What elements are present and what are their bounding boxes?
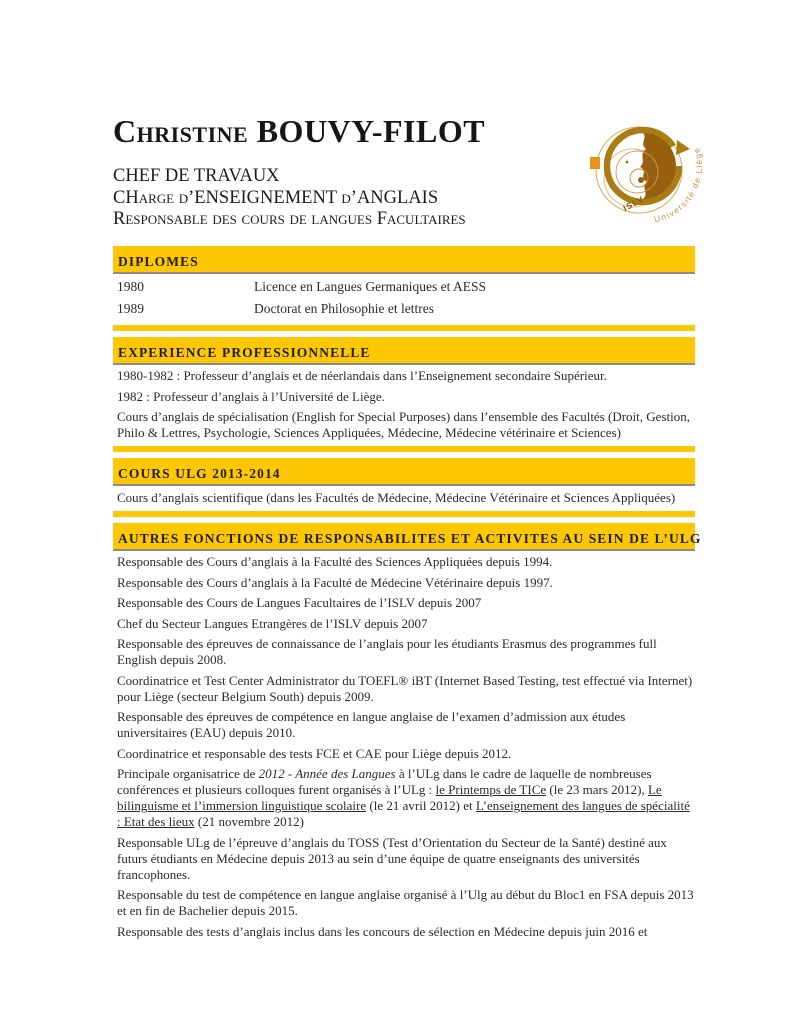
paragraph	[113, 835, 695, 883]
logo-arrow-icon	[676, 140, 690, 155]
paragraph	[113, 636, 695, 668]
text-run: Responsable des épreuves de compétence en langue anglaise de l’examen d’admission aux études universitaires (EAU) depuis 2010.	[117, 709, 626, 741]
section-cours-ulg-2013-2014	[113, 458, 695, 517]
text-run: Cours d’anglais scientifique (dans les Facultés de Médecine, Médecine Vétérinaire et Sciences Appliquées)	[117, 489, 676, 505]
diploma-text: Licence en Langues Germaniques et AESS	[254, 278, 487, 294]
person-title-line-3: Responsable des cours de langues Facultaires	[113, 209, 466, 230]
section-experience-professionnelle	[113, 337, 695, 453]
logo-square	[590, 157, 600, 169]
text-run: Responsable des Cours d’anglais à la Faculté des Sciences Appliquées depuis 1994.	[117, 554, 553, 570]
person-first-name: Christine	[113, 113, 257, 149]
text-run: Principale organisatrice de	[117, 766, 259, 782]
logo-acronym: ISLV	[621, 193, 646, 213]
section-title-autres-fonctions: AUTRES FONCTIONS DE RESPONSABILITES ET ACTIVITES AU SEIN DE L’ULG	[118, 530, 702, 546]
underlined-text: L’enseignement des langues de spécialité : Etat des lieux	[117, 798, 690, 830]
logo-dot-top	[652, 147, 655, 150]
diploma-year: 1980	[117, 278, 144, 294]
diploma-text: Doctorat en Philosophie et lettres	[254, 300, 434, 316]
diploma-year: 1989	[117, 300, 144, 316]
section-bottom-rule	[113, 511, 695, 517]
underlined-text: le Printemps de TICe	[435, 782, 547, 798]
text-run: Cours d’anglais de spécialisation (English for Special Purposes) dans l’ensemble des Facultés (Droit, Gestion, Philo & Lettres, Psychologie, Sciences Appliquées, Médecine, Médecine vétérinaire et Sciences)	[117, 409, 690, 441]
ulg-islv-logo-svg	[589, 104, 707, 232]
logo-eye-dot	[638, 177, 644, 183]
section-header-autres-fonctions	[113, 523, 702, 551]
person-last-name: BOUVY-FILOT	[256, 113, 486, 149]
paragraph	[113, 887, 695, 919]
underlined-text: Le bilinguisme et l’immersion linguistique scolaire	[117, 782, 662, 814]
text-run: (21 novembre 2012)	[194, 814, 305, 830]
text-run: Responsable des épreuves de connaissance de l’anglais pour les étudiants Erasmus des programmes full English depuis 2008.	[117, 636, 657, 668]
paragraph	[113, 389, 695, 405]
person-title-line-2: CHarge d’ENSEIGNEMENT d’ANGLAIS	[113, 187, 439, 208]
ulg-islv-logo	[589, 104, 707, 232]
italic-text: 2012 - Année des Langues	[258, 766, 396, 782]
paragraph	[113, 709, 695, 741]
section-diplomes	[113, 246, 695, 331]
paragraph	[113, 924, 695, 940]
diploma-row	[113, 298, 695, 320]
text-run: Coordinatrice et Test Center Administrator du TOEFL® iBT (Internet Based Testing, test effectué via Internet) pour Liège (secteur Belgium South) depuis 2009.	[117, 672, 693, 704]
text-run: Responsable du test de compétence en langue anglaise organisé à l’Ulg au début du Bloc1 en FSA depuis 2013 et en fin de Bachelier depuis 2015.	[117, 887, 694, 919]
section-bottom-rule	[113, 446, 695, 452]
text-run: Responsable des Cours d’anglais à la Faculté de Médecine Vétérinaire depuis 1997.	[117, 574, 553, 590]
paragraph	[113, 409, 695, 441]
text-run: à l’ULg dans le cadre de laquelle de nombreuses conférences et plusieurs colloques furent organisés à l’ULg :	[117, 766, 652, 798]
section-autres-fonctions	[113, 523, 702, 940]
text-run: (le 21 avril 2012) et	[366, 798, 476, 814]
text-run: Responsable des tests d’anglais inclus dans les concours de sélection en Médecine depuis juin 2016 et	[117, 923, 648, 939]
section-title-diplomes: DIPLOMES	[118, 253, 199, 269]
section-header-diplomes	[113, 246, 695, 274]
diploma-row	[113, 276, 695, 298]
text-run: Chef du Secteur Langues Etrangères de l’ISLV depuis 2007	[117, 615, 428, 631]
paragraph	[113, 673, 695, 705]
logo-ring-text: Université de Liège	[653, 145, 705, 225]
paragraph	[113, 554, 695, 570]
text-run: 1980-1982 : Professeur d’anglais et de néerlandais dans l’Enseignement secondaire Supérieur.	[117, 368, 607, 384]
text-run: Responsable des Cours de Langues Facultaires de l’ISLV depuis 2007	[117, 595, 482, 611]
paragraph	[113, 575, 695, 591]
text-run: Coordinatrice et responsable des tests FCE et CAE pour Liège depuis 2012.	[117, 745, 512, 761]
logo-dot-left	[626, 161, 629, 164]
paragraph	[113, 766, 695, 830]
section-header-experience-professionnelle	[113, 337, 695, 365]
text-run: (le 23 mars 2012),	[546, 782, 648, 798]
section-header-cours-ulg-2013-2014	[113, 458, 695, 486]
person-title-line-1: CHEF DE TRAVAUX	[113, 166, 280, 187]
paragraph	[113, 490, 695, 506]
section-bottom-rule	[113, 325, 695, 331]
paragraph	[113, 616, 695, 632]
paragraph	[113, 368, 695, 384]
section-title-experience-professionnelle: EXPERIENCE PROFESSIONNELLE	[118, 344, 371, 360]
section-title-cours-ulg-2013-2014: COURS ULG 2013-2014	[118, 466, 281, 482]
document-body	[113, 246, 702, 940]
text-run: 1982 : Professeur d’anglais à l’Université de Liège.	[117, 388, 385, 404]
paragraph	[113, 595, 695, 611]
diploma-rows	[113, 274, 695, 320]
paragraph	[113, 746, 695, 762]
text-run: Responsable ULg de l’épreuve d’anglais du TOSS (Test d’Orientation du Secteur de la Santé) destiné aux futurs étudiants en Médecine depuis 2013 au sein d’une équipe de quatre enseignants des universités francophones.	[117, 834, 667, 882]
